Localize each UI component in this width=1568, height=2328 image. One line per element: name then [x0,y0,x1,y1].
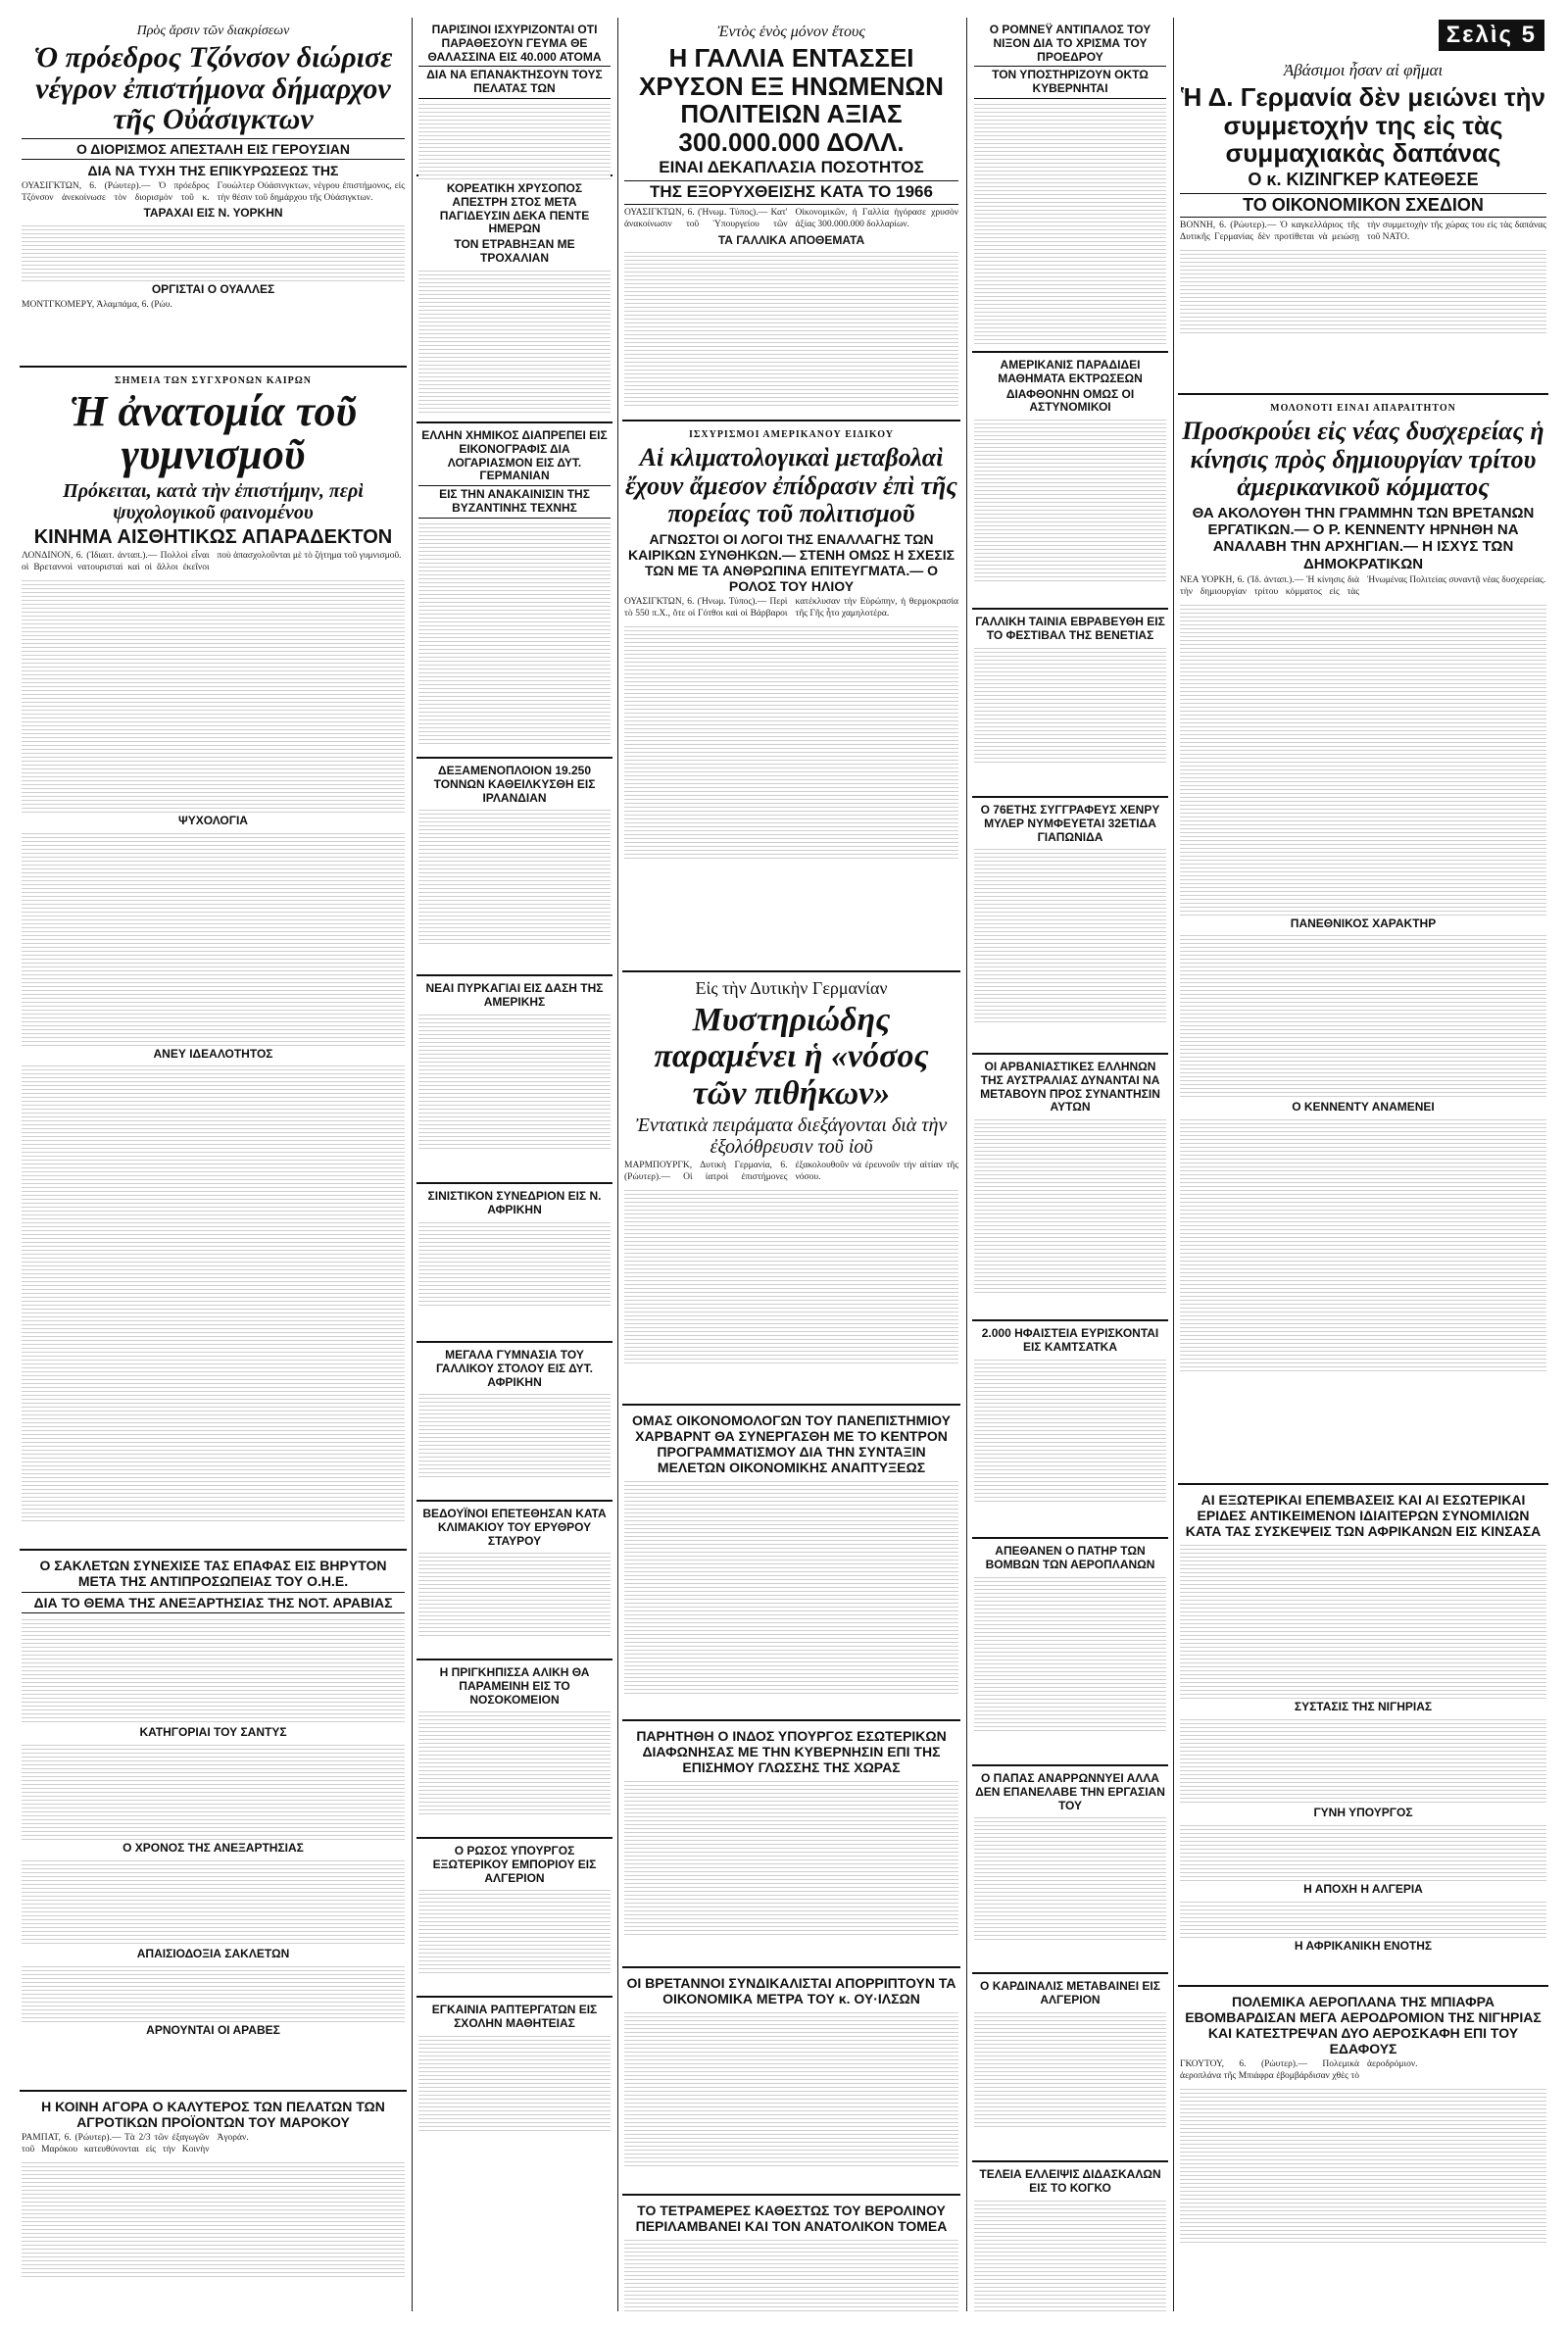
text-block [1180,2086,1546,2243]
article-biafra [1178,1987,1548,2291]
article-headline: ΜΕΓΑΛΑ ΓΥΜΝΑΣΙΑ ΤΟΥ ΓΑΛΛΙΚΟΥ ΣΤΟΛΟΥ ΕΙΣ ΔΥΤ. ΑΦΡΙΚΗΝ [435,1348,594,1389]
article-subheadline: Πρόκειται, κατὰ τὴν ἐπιστήμην, περὶ ψυχολογικοῦ φαινομένου [63,480,364,523]
article-cardinal [972,1974,1168,2162]
text-block [418,1219,611,1308]
article-body: ΟΥΑΣΙΓΚΤΩΝ, 6. (Ἡνωμ. Τύπος).— Κατ' ἀνακοίνωσιν τοῦ Ὑπουργείου τῶν Οἰκονομικῶν, ἡ Γαλλία ἠγόρασε χρυσὸν ἀξίας 300.000.000 δολλαρίων. [624,207,958,229]
article-headline: Ο ΚΑΡΔΙΝΑΛΙΣ ΜΕΤΑΒΑΙΝΕΙ ΕΙΣ ΑΛΓΕΡΙΟΝ [980,1979,1160,2006]
article-henry-miller [972,798,1168,1055]
text-block [418,101,611,179]
text-block [22,1857,405,1946]
text-block [624,249,958,406]
article-headline: Ο ΡΩΣΟΣ ΥΠΟΥΡΓΟΣ ΕΞΩΤΕΡΙΚΟΥ ΕΜΠΟΡΙΟΥ ΕΙΣ ΑΛΓΕΡΙΟΝ [432,1844,597,1885]
article-subheadline: ΚΙΝΗΜΑ ΑΙΣΘΗΤΙΚΩΣ ΑΠΑΡΑΔΕΚΤΟΝ [33,526,393,548]
text-block [974,2009,1166,2127]
text-block [624,2009,958,2166]
column-1 [20,18,407,2311]
text-block [418,1391,611,1479]
article-subheadline: ΤΟΝ ΥΠΟΣΤΗΡΙΖΟΥΝ ΟΚΤΩ ΚΥΒΕΡΝΗΤΑΙ [974,66,1166,99]
article-kicker: Ἀβάσιμοι ἦσαν αἱ φῆμαι [1283,61,1444,79]
article-russian-minister [416,1839,612,1998]
article-kicker: Πρὸς ἄρσιν τῶν διακρίσεων [136,24,290,38]
text-block [418,268,611,415]
text-block [1180,247,1546,335]
article-indian-minister [622,1721,960,1968]
article-third-party [1178,395,1548,1485]
page-label: Σελὶς 5 [1439,20,1544,51]
section-heading: ΠΑΝΕΘΝΙΚΟΣ ΧΑΡΑΚΤΗΡ [1290,916,1437,930]
article-headline: Ο ΡΟΜΝΕΫ ΑΝΤΙΠΑΛΟΣ ΤΟΥ ΝΙΞΟΝ ΔΙΑ ΤΟ ΧΡΙΣΜΑ ΤΟΥ ΠΡΟΕΔΡΟΥ [989,23,1152,64]
article-headline: ΟΙ ΒΡΕΤΑΝΝΟΙ ΣΥΝΔΙΚΑΛΙΣΤΑΙ ΑΠΟΡΡΙΠΤΟΥΝ ΤΑ ΟΙΚΟΝΟΜΙΚΑ ΜΕΤΡΑ ΤΟΥ κ. ΟΥ·ΙΛΣΩΝ [626,1975,956,2007]
article-headline: Ο ΣΑΚΛΕΤΩΝ ΣΥΝΕΧΙΣΕ ΤΑΣ ΕΠΑΦΑΣ ΕΙΣ ΒΗΡΥΤΟΝ ΜΕΤΑ ΤΗΣ ΑΝΤΙΠΡΟΣΩΠΕΙΑΣ ΤΟΥ Ο.Η.Ε. [39,1558,387,1590]
article-subheadline: ΤΟΝ ΕΤΡΑΒΗΞΑΝ ΜΕ ΤΡΟΧΑΛΙΑΝ [454,237,575,265]
text-block [974,846,1166,1022]
text-block [1180,1116,1546,1371]
article-headline: ΑΙ ΕΞΩΤΕΡΙΚΑΙ ΕΠΕΜΒΑΣΕΙΣ ΚΑΙ ΑΙ ΕΣΩΤΕΡΙΚΑΙ ΕΡΙΔΕΣ ΑΝΤΙΚΕΙΜΕΝΟΝ ΙΔΙΑΙΤΕΡΩΝ ΣΥΝΟΜΙΛΙΩΝ ΚΑΤΑ ΤΑΣ ΣΥΣΚΕΨΕΙΣ ΤΩΝ ΑΦΡΙΚΑΝΩΝ ΕΙΣ ΚΙΝΣΑΣΑ [1185,1492,1542,1540]
column-rule [412,18,413,2311]
text-block [22,830,405,1046]
article-body: ΡΑΜΠΑΤ, 6. (Ρώυτερ).— Τὰ 2/3 τῶν ἐξαγωγῶν τοῦ Μαρόκου κατευθύνονται εἰς τὴν Κοινὴν Ἀγοράν. [22,2133,249,2155]
article-headline: Η ΠΡΙΓΚΗΠΙΣΣΑ ΑΛΙΚΗ ΘΑ ΠΑΡΑΜΕΙΝΗ ΕΙΣ ΤΟ ΝΟΣΟΚΟΜΕΙΟΝ [439,1665,590,1707]
article-headline: ΕΓΚΑΙΝΙΑ ΡΑΠΤΕΡΓΑΤΩΝ ΕΙΣ ΣΧΟΛΗΝ ΜΑΘΗΤΕΙΑΣ [431,2003,598,2030]
text-block [624,1187,958,1363]
article-headline: ΓΑΛΛΙΚΗ ΤΑΙΝΙΑ ΕΒΡΑΒΕΥΘΗ ΕΙΣ ΤΟ ΦΕΣΤΙΒΑΛ ΤΗΣ ΒΕΝΕΤΙΑΣ [975,615,1165,642]
article-germany-nato [1178,55,1548,395]
article-headline: ΕΛΛΗΝ ΧΗΜΙΚΟΣ ΔΙΑΠΡΕΠΕΙ ΕΙΣ ΕΙΚΟΝΟΓΡΑΦΙΣ ΔΙΑ ΛΟΓΑΡΙΑΣΜΟΝ ΕΙΣ ΔΥΤ. ΓΕΡΜΑΝΙΑΝ [421,428,608,483]
article-fires [416,976,612,1184]
text-block [1180,1542,1546,1699]
section-heading: ΚΑΤΗΓΟΡΙΑΙ ΤΟΥ ΣΑΝΤΥΣ [139,1725,287,1740]
article-nudism [20,368,407,1551]
section-heading: ΑΠΑΙΣΙΟΔΟΞΙΑ ΣΑΚΛΕΤΩΝ [136,1946,290,1960]
article-headline: ΠΑΡΙΣΙΝΟΙ ΙΣΧΥΡΙΖΟΝΤΑΙ ΟΤΙ ΠΑΡΑΘΕΣΟΥΝ ΓΕΥΜΑ ΘΕ ΘΑΛΑΣΣΙΝΑ ΕΙΣ 40.000 ΑΤΟΜΑ [427,23,602,64]
text-block [1180,1822,1546,1881]
article-subheadline: ΤΟ ΟΙΚΟΝΟΜΙΚΟΝ ΣΧΕΔΙΟΝ [1180,193,1546,219]
article-kicker: Ἐντὸς ἑνὸς μόνον ἔτους [717,24,865,40]
section-heading: ΟΡΓΙΣΤΑΙ Ο ΟΥΑΛΛΕΣ [151,282,275,297]
article-subheadline: Ο ΔΙΟΡΙΣΜΟΣ ΑΠΕΣΤΑΛΗ ΕΙΣ ΓΕΡΟΥΣΙΑΝ [22,138,405,160]
article-kicker: ΙΣΧΥΡΙΣΜΟΙ ΑΜΕΡΙΚΑΝΟΥ ΕΙΔΙΚΟΥ [688,429,895,440]
article-headline: ΤΕΛΕΙΑ ΕΛΛΕΙΨΙΣ ΔΙΔΑΣΚΑΛΩΝ ΕΙΣ ΤΟ ΚΟΓΚΟ [979,2167,1161,2195]
article-kicker: ΣΗΜΕΙΑ ΤΩΝ ΣΥΓΧΡΟΝΩΝ ΚΑΙΡΩΝ [115,375,312,386]
article-subheadline: ΘΑ ΑΚΟΛΟΥΘΗ ΤΗΝ ΓΡΑΜΜΗΝ ΤΩΝ ΒΡΕΤΑΝΩΝ ΕΡΓΑΤΙΚΩΝ.— Ο Ρ. ΚΕΝΝΕΝΤΥ ΗΡΝΗΘΗ ΝΑ ΑΝΑΛΑΒΗ ΤΗΝ ΑΡΧΗΓΙΑΝ.— Η ΙΣΧΥΣ ΤΩΝ ΔΗΜΟΚΡΑΤΙΚΩΝ [1192,504,1535,572]
text-block [22,577,405,813]
section-heading: ΑΡΝΟΥΝΤΑΙ ΟΙ ΑΡΑΒΕΣ [146,2022,280,2037]
text-block [974,101,1166,346]
article-headline: Ὁ πρόεδρος Τζόνσον διώρισε νέγρον ἐπιστήμονα δήμαρχον τῆς Οὐάσιγκτων [33,41,393,135]
column-rule [966,18,967,2311]
article-bedouins [416,1502,612,1660]
article-subheadline: ΕΙΝΑΙ ΔΕΚΑΠΛΑΣΙΑ ΠΟΣΟΤΗΤΟΣ [659,158,924,177]
dateline: ΜΟΝΤΓΚΟΜΕΡΥ, Ἀλαμπάμα, 6. (Ρώυ. [22,300,172,311]
text-block [974,1574,1166,1731]
article-headline: Ο ΠΑΠΑΣ ΑΝΑΡΡΩΝΝΥΕΙ ΑΛΛΑ ΔΕΝ ΕΠΑΝΕΛΑΒΕ ΤΗΝ ΕΡΓΑΣΙΑΝ ΤΟΥ [975,1771,1165,1812]
text-block [974,417,1166,583]
article-french-fleet [416,1343,612,1502]
article-body: ΛΟΝΔΙΝΟΝ, 6. (Ἰδιαιτ. ἀνταπ.).— Πολλοὶ εἶναι οἱ Βρεταννοὶ νατουρισταὶ καὶ οἱ ἄλλοι ἐκεῖνοι ποὺ ἀπασχολοῦνται μὲ τὸ ζήτημα τοῦ γυμνισμοῦ. [22,551,402,572]
article-monkey-disease [622,972,960,1406]
text-block [22,1063,405,1523]
article-congo-teachers [972,2162,1168,2311]
text-block [418,2033,611,2131]
article-paris-seafood [416,18,612,176]
article-british-unions [622,1968,960,2196]
section-heading: Η ΑΠΟΧΗ Η ΑΛΓΕΡΙΑ [1303,1881,1423,1896]
section-heading: ΨΥΧΟΛΟΓΙΑ [178,813,248,827]
newspaper-page [20,18,1548,2311]
column-2 [416,18,612,2311]
text-block [418,1550,611,1638]
section-heading: ΤΑ ΓΑΛΛΙΚΑ ΑΠΟΘΕΜΑΤΑ [717,232,865,247]
article-headline: 2.000 ΗΦΑΙΣΤΕΙΑ ΕΥΡΙΣΚΟΝΤΑΙ ΕΙΣ ΚΑΜΤΣΑΤΚΑ [981,1326,1159,1354]
article-headline: Η ΓΑΛΛΙΑ ΕΝΤΑΣΣΕΙ ΧΡΥΣΟΝ ΕΞ ΗΝΩΜΕΝΩΝ ΠΟΛΙΤΕΙΩΝ ΑΞΙΑΣ 300.000.000 ΔΟΛΛ. [639,43,944,157]
section-heading: Ο ΚΕΝΝΕΝΤΥ ΑΝΑΜΕΝΕΙ [1292,1100,1435,1114]
text-block [22,223,405,281]
article-subheadline: ΔΙΑ ΝΑ ΕΠΑΝΑΚΤΗΣΟΥΝ ΤΟΥΣ ΠΕΛΑΤΑΣ ΤΩΝ [418,66,611,99]
article-body: ΝΕΑ ΥΟΡΚΗ, 6. (Ἰδ. ἀνταπ.).— Ἡ κίνησις διὰ τὴν δημιουργίαν τρίτου κόμματος εἰς τὰς Ἡνωμένας Πολιτείας συναντᾷ νέας δυσχερείας. [1180,574,1546,597]
text-block [22,1616,405,1724]
text-block [22,1963,405,2022]
article-abortions [972,353,1168,610]
text-block [1180,932,1546,1099]
text-block [1180,1899,1546,1938]
text-block [624,1778,958,1935]
article-headline: Η ΚΟΙΝΗ ΑΓΟΡΑ Ο ΚΑΛΥΤΕΡΟΣ ΤΩΝ ΠΕΛΑΤΩΝ ΤΩΝ ΑΓΡΟΤΙΚΩΝ ΠΡΟΪΟΝΤΩΝ ΤΟΥ ΜΑΡΟΚΟΥ [41,2099,385,2131]
article-johnson-mayor [20,18,407,368]
text-block [624,1478,958,1694]
article-headline: Ἡ ἀνατομία τοῦ γυμνισμοῦ [69,387,358,478]
article-headline: Ἡ Δ. Γερμανία δὲν μειώνει τὴν συμμετοχήν της εἰς τὰς συμμαχιακὰς δαπάνας [1181,82,1545,169]
article-headline: ΤΟ ΤΕΤΡΑΜΕΡΕΣ ΚΑΘΕΣΤΩΣ ΤΟΥ ΒΕΡΟΛΙΝΟΥ ΠΕΡΙΛΑΜΒΑΝΕΙ ΚΑΙ ΤΟΝ ΑΝΑΤΟΛΙΚΟΝ ΤΟΜΕΑ [635,2203,948,2235]
article-headline: ΣΙΝΙΣΤΙΚΟΝ ΣΥΝΕΔΡΙΟΝ ΕΙΣ Ν. ΑΦΡΙΚΗΝ [427,1189,602,1216]
text-block [418,1012,611,1149]
article-subheadline: ΔΙΑΦΘΟΝΗΝ ΟΜΩΣ ΟΙ ΑΣΤΥΝΟΜΙΚΟΙ [1005,386,1135,415]
article-subheadline: ΤΗΣ ΕΞΟΡΥΧΘΕΙΣΗΣ ΚΑΤΑ ΤΟ 1966 [624,180,958,205]
article-subheadline: ΔΙΑ ΤΟ ΘΕΜΑ ΤΗΣ ΑΝΕΞΑΡΤΗΣΙΑΣ ΤΗΣ ΝΟΤ. ΑΡΑΒΙΑΣ [22,1592,405,1613]
text-block [1180,1716,1546,1805]
section-heading: Ο ΧΡΟΝΟΣ ΤΗΣ ΑΝΕΞΑΡΤΗΣΙΑΣ [122,1841,304,1856]
article-headline: ΚΟΡΕΑΤΙΚΗ ΧΡΥΣΟΠΟΣ ΑΠΕΣΤΡΗ ΣΤΟΣ ΜΕΤΑ ΠΑΓΙΔΕΥΣΙΝ ΔΕΚΑ ΠΕΝΤΕ ΗΜΕΡΩΝ [439,181,590,236]
section-heading: ΑΝΕΥ ΙΔΕΑΛΟΤΗΤΟΣ [153,1046,273,1061]
article-french-film [972,610,1168,798]
column-rule [1173,18,1174,2311]
article-princess-alice [416,1660,612,1839]
article-australia-greeks [972,1055,1168,1321]
article-france-gold [622,18,960,421]
article-subheadline: ΔΙΑ ΝΑ ΤΥΧΗ ΤΗΣ ΕΠΙΚΥΡΩΣΕΩΣ ΤΗΣ [87,162,339,178]
article-headline: ΝΕΑΙ ΠΥΡΚΑΓΙΑΙ ΕΙΣ ΔΑΣΗ ΤΗΣ ΑΜΕΡΙΚΗΣ [425,981,604,1009]
text-block [22,1742,405,1840]
text-block [974,1116,1166,1293]
text-block [418,520,611,746]
text-block [974,1814,1166,1942]
article-body: ΟΥΑΣΙΓΚΤΩΝ, 6. (Ρώυτερ).— Ὁ πρόεδρος Τζόνσον ἀνεκοίνωσε τὸν διορισμὸν τοῦ κ. Γουώλτερ Οὐάσινγκτων, νέγρου ἐπιστήμονος, εἰς τὴν θέσιν τοῦ δημάρχου τῆς Οὐάσιγκτων. [22,180,405,203]
text-block [624,2237,958,2311]
article-climate [622,421,960,972]
article-headline: Αἱ κλιματολογικαὶ μεταβολαὶ ἔχουν ἄμεσον ἐπίδρασιν ἐπὶ τῆς πορείας τοῦ πολιτισμοῦ [625,443,957,528]
article-volcanoes [972,1321,1168,1539]
text-block [418,1709,611,1816]
article-headline: ΠΑΡΗΤΗΘΗ Ο ΙΝΔΟΣ ΥΠΟΥΡΓΟΣ ΕΣΩΤΕΡΙΚΩΝ ΔΙΑΦΩΝΗΣΑΣ ΜΕ ΤΗΝ ΚΥΒΕΡΝΗΣΙΝ ΕΠΙ ΤΗΣ ΕΠΙΣΗΜΟΥ ΓΛΩΣΣΗΣ ΤΗΣ ΧΩΡΑΣ [636,1728,947,1776]
article-headline: Προσκρούει εἰς νέας δυσχερείας ἡ κίνησις πρὸς δημιουργίαν τρίτου ἀμερικανικοῦ κόμματος [1182,417,1544,502]
page-number-header [1178,20,1544,51]
article-korean-miner [416,176,612,423]
text-block [974,2198,1166,2311]
text-block [624,623,958,859]
column-5 [1178,18,1548,2311]
article-headline: ΔΕΞΑΜΕΝΟΠΛΟΙΟΝ 19.250 ΤΟΝΝΩΝ ΚΑΘΕΙΛΚΥΣΘΗ ΕΙΣ ΙΡΛΑΝΔΙΑΝ [433,764,596,805]
article-headline: ΑΠΕΘΑΝΕΝ Ο ΠΑΤΗΡ ΤΩΝ ΒΟΜΒΩΝ ΤΩΝ ΑΕΡΟΠΛΑΝΩΝ [985,1544,1155,1571]
article-harvard [622,1406,960,1721]
article-berlin [622,2196,960,2311]
text-block [974,1357,1166,1504]
article-headline: ΠΟΛΕΜΙΚΑ ΑΕΡΟΠΛΑΝΑ ΤΗΣ ΜΠΙΑΦΡΑ ΕΒΟΜΒΑΡΔΙΣΑΝ ΜΕΓΑ ΑΕΡΟΔΡΟΜΙΟΝ ΤΗΣ ΝΙΓΗΡΙΑΣ ΚΑΙ ΚΑΤΕΣΤΡΕΨΑΝ ΔΥΟ ΑΕΡΟΣΚΑΦΗ ΕΠΙ ΤΟΥ ΕΔΑΦΟΥΣ [1185,1994,1542,2057]
text-block [418,1887,611,1975]
text-block [974,645,1166,763]
article-morocco [20,2092,407,2311]
article-shackleton [20,1551,407,2092]
article-subheadline: ΕΙΣ ΤΗΝ ΑΝΑΚΑΙΝΙΣΙΝ ΤΗΣ ΒΥΖΑΝΤΙΝΗΣ ΤΕΧΝΗΣ [418,485,611,519]
section-heading: Η ΑΦΡΙΚΑΝΙΚΗ ΕΝΟΤΗΣ [1294,1938,1433,1953]
article-romney [972,18,1168,353]
article-subheadline: ΑΓΝΩΣΤΟΙ ΟΙ ΛΟΓΟΙ ΤΗΣ ΕΝΑΛΛΑΓΗΣ ΤΩΝ ΚΑΙΡΙΚΩΝ ΣΥΝΘΗΚΩΝ.— ΣΤΕΝΗ ΟΜΩΣ Η ΣΧΕΣΙΣ ΤΩΝ ΜΕ ΤΑ ΑΝΘΡΩΠΙΝΑ ΕΠΙΤΕΥΓΜΑΤΑ.— Ο ΡΟΛΟΣ ΤΟΥ ΗΛΙΟΥ [628,530,955,595]
article-kinshasa [1178,1485,1548,1987]
article-pope [972,1766,1168,1974]
text-block [22,2159,405,2277]
article-bomb-father [972,1539,1168,1766]
article-kicker: Εἰς τὴν Δυτικὴν Γερμανίαν [695,978,888,998]
article-kicker: ΜΟΛΟΝΟΤΙ ΕΙΝΑΙ ΑΠΑΡΑΙΤΗΤΟΝ [1270,403,1456,414]
article-headline: Ο 76ΕΤΗΣ ΣΥΓΓΡΑΦΕΥΣ ΧΕΝΡΥ ΜΥΛΕΡ ΝΥΜΦΕΥΕΤΑΙ 32ΕΤΙΔΑ ΓΙΑΠΩΝΙΔΑ [980,803,1160,844]
section-heading: ΓΥΝΗ ΥΠΟΥΡΓΟΣ [1313,1806,1413,1820]
column-4 [972,18,1168,2311]
article-subheadline: Ἐντατικὰ πειράματα διεξάγονται διὰ τὴν ἐξολόθρευσιν τοῦ ἰοῦ [635,1114,948,1159]
article-tailors [416,1998,612,2155]
article-body: ΜΑΡΜΠΟΥΡΓΚ, Δυτικὴ Γερμανία, 6. (Ρώυτερ).— Οἱ ἰατροὶ ἐπιστήμονες ἐξακολουθοῦν νὰ ἐρευνοῦν τὴν αἰτίαν τῆς νόσου. [624,1161,958,1183]
column-3 [622,18,960,2311]
text-block [418,807,611,944]
column-rule [617,18,618,2311]
article-tanker [416,759,612,976]
article-subheadline: Ο κ. ΚΙΖΙΝΓΚΕΡ ΚΑΤΕΘΕΣΕ [1248,169,1479,189]
article-body: ΓΚΟΥΤΟΥ, 6. (Ρώυτερ).— Πολεμικὰ ἀεροπλάνα τῆς Μπιάφρα ἐβομβάρδισαν χθὲς τὸ ἀεροδρόμιον. [1180,2059,1418,2082]
article-headline: ΟΜΑΣ ΟΙΚΟΝΟΜΟΛΟΓΩΝ ΤΟΥ ΠΑΝΕΠΙΣΤΗΜΙΟΥ ΧΑΡΒΑΡΝΤ ΘΑ ΣΥΝΕΡΓΑΣΘΗ ΜΕ ΤΟ ΚΕΝΤΡΟΝ ΠΡΟΓΡΑΜΜΑΤΙΣΜΟΥ ΔΙΑ ΤΗΝ ΣΥΝΤΑΞΙΝ ΜΕΛΕΤΩΝ ΟΙΚΟΝΟΜΙΚΗΣ ΑΝΑΠΤΥΞΕΩΣ [632,1412,951,1476]
text-block [1180,602,1546,916]
article-body: ΒΟΝΝΗ, 6. (Ρώυτερ).— Ὁ καγκελλάριος τῆς Δυτικῆς Γερμανίας δὲν προτίθεται νὰ μειώσῃ τὴν συμμετοχὴν τῆς χώρας του εἰς τὰς δαπάνας τοῦ ΝΑΤΟ. [1180,221,1546,243]
article-headline: ΟΙ ΑΡΒΑΝΙΑΣΤΙΚΕΣ ΕΛΛΗΝΩΝ ΤΗΣ ΑΥΣΤΡΑΛΙΑΣ ΔΥΝΑΝΤΑΙ ΝΑ ΜΕΤΑΒΟΥΝ ΠΡΟΣ ΣΥΝΑΝΤΗΣΙΝ ΑΥΤΩΝ [980,1060,1160,1114]
article-body: ΟΥΑΣΙΓΚΤΩΝ, 6. (Ἡνωμ. Τύπος).— Περὶ τὸ 550 π.Χ., ὅτε οἱ Γότθοι καὶ οἱ Βάρβαροι κατέκλυσαν τὴν Εὐρώπην, ἡ θερμοκρασία τῆς Γῆς ἦτο χαμηλοτέρα. [624,597,958,619]
article-greek-chemist [416,423,612,759]
section-heading: ΣΥΣΤΑΣΙΣ ΤΗΣ ΝΙΓΗΡΙΑΣ [1294,1700,1433,1714]
article-headline: Μυστηριώδης παραμένει ἡ «νόσος τῶν πιθήκων» [654,1002,929,1112]
article-headline: ΑΜΕΡΙΚΑΝΙΣ ΠΑΡΑΔΙΔΕΙ ΜΑΘΗΜΑΤΑ ΕΚΤΡΩΣΕΩΝ [998,358,1143,385]
article-headline: ΒΕΔΟΥΪΝΟΙ ΕΠΕΤΕΘΗΣΑΝ ΚΑΤΑ ΚΛΙΜΑΚΙΟΥ ΤΟΥ ΕΡΥΘΡΟΥ ΣΤΑΥΡΟΥ [422,1507,607,1548]
article-zionist-congress [416,1184,612,1343]
section-heading: ΤΑΡΑΧΑΙ ΕΙΣ Ν. ΥΟΡΚΗΝ [143,206,283,221]
